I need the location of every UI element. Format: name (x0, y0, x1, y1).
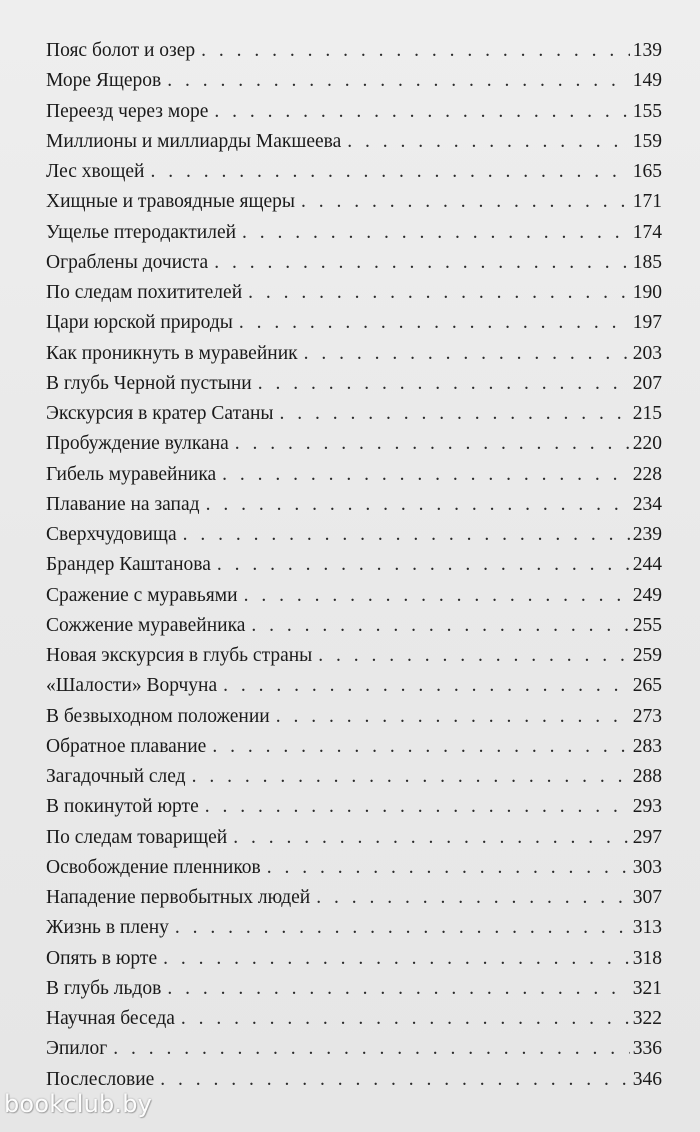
toc-entry-page-number: 336 (632, 1038, 662, 1060)
dot-leader (206, 490, 630, 520)
toc-entry (46, 1034, 662, 1064)
dot-leader (175, 913, 630, 943)
toc-entry-title: Сражение с муравьями (46, 584, 238, 606)
toc-entry-page-number: 259 (632, 645, 662, 666)
dot-leader (244, 581, 630, 611)
toc-entry-title: Послесловие (46, 1068, 155, 1090)
toc-entry (46, 490, 662, 520)
toc-entry-title: Освобождение пленников (46, 856, 261, 878)
toc-entry-page-number: 249 (632, 584, 662, 606)
dot-leader (201, 36, 630, 66)
toc-entry (46, 127, 662, 157)
dot-leader (222, 460, 630, 490)
toc-entry-title: Научная беседа (46, 1008, 175, 1029)
toc-entry-title: Миллионы и миллиарды Макшеева (46, 130, 342, 152)
toc-entry-title: Пробуждение вулкана (46, 433, 229, 455)
dot-leader (233, 823, 630, 853)
toc-entry-page-number: 207 (632, 372, 662, 394)
toc-entry (46, 550, 662, 580)
toc-entry-page-number: 239 (632, 524, 662, 545)
toc-entry (46, 248, 662, 278)
dot-leader (242, 218, 630, 248)
toc-entry-page-number: 322 (632, 1008, 662, 1029)
toc-entry-title: Гибель муравейника (46, 463, 217, 485)
dot-leader (192, 762, 630, 792)
toc-entry-page-number: 215 (632, 403, 662, 424)
toc-entry (46, 520, 662, 550)
toc-entry-page-number: 321 (632, 977, 662, 999)
toc-entry-page-number: 165 (632, 161, 662, 182)
toc-entry-page-number: 244 (632, 554, 662, 576)
dot-leader (223, 671, 630, 701)
toc-entry (46, 702, 662, 732)
toc-entry (46, 611, 662, 641)
toc-entry (46, 1004, 662, 1034)
toc-entry-title: Жизнь в плену (46, 917, 169, 939)
toc-entry (46, 883, 662, 913)
dot-leader (258, 369, 630, 399)
toc-entry-title: Как проникнуть в муравейник (46, 342, 298, 364)
toc-entry-title: Сверхчудовища (46, 524, 177, 545)
toc-entry-page-number: 220 (632, 433, 662, 455)
toc-entry-title: Море Ящеров (46, 70, 162, 92)
dot-leader (167, 974, 629, 1004)
toc-entry-title: Ущелье птеродактилей (46, 221, 237, 243)
dot-leader (113, 1034, 630, 1064)
toc-entry (46, 581, 662, 611)
toc-entry-page-number: 273 (632, 705, 662, 727)
toc-entry-page-number: 139 (632, 40, 662, 61)
dot-leader (160, 1065, 629, 1095)
toc-entry-title: «Шалости» Ворчуна (46, 675, 218, 697)
toc-entry-title: Нападение первобытных людей (46, 887, 311, 908)
toc-entry-title: Обратное плавание (46, 735, 207, 757)
toc-entry-title: Пояс болот и озер (46, 40, 196, 61)
toc-entry (46, 732, 662, 762)
dot-leader (235, 429, 630, 459)
dot-leader (280, 399, 630, 429)
toc-entry-page-number: 234 (632, 493, 662, 515)
toc-entry-page-number: 197 (632, 312, 662, 334)
toc-entry (46, 671, 662, 701)
toc-entry-title: Эпилог (46, 1038, 108, 1060)
toc-entry-page-number: 174 (632, 221, 662, 243)
toc-entry (46, 36, 662, 66)
toc-entry-title: В безвыходном положении (46, 705, 270, 727)
toc-entry-page-number: 297 (632, 826, 662, 848)
toc-entry (46, 218, 662, 248)
toc-entry (46, 762, 662, 792)
toc-entry-page-number: 307 (632, 887, 662, 908)
toc-entry-page-number: 228 (632, 463, 662, 485)
toc-entry-title: Переезд через море (46, 100, 209, 122)
dot-leader (267, 853, 630, 883)
toc-entry (46, 853, 662, 883)
toc-entry-page-number: 185 (632, 251, 662, 273)
toc-entry-title: В глубь льдов (46, 977, 162, 999)
toc-entry (46, 66, 662, 96)
toc-entry (46, 369, 662, 399)
dot-leader (304, 339, 630, 369)
toc-entry-page-number: 288 (632, 766, 662, 787)
dot-leader (214, 97, 629, 127)
dot-leader (248, 278, 630, 308)
dot-leader (251, 611, 629, 641)
dot-leader (316, 883, 630, 913)
toc-entry-title: Плавание на запад (46, 493, 200, 515)
dot-leader (214, 248, 630, 278)
toc-entry-title: Сожжение муравейника (46, 614, 246, 636)
toc-entry-title: По следам товарищей (46, 826, 228, 848)
dot-leader (212, 732, 629, 762)
toc-entry-title: Цари юрской природы (46, 312, 233, 334)
toc-entry-page-number: 318 (632, 947, 662, 969)
toc-entry-title: Брандер Каштанова (46, 554, 211, 576)
toc-entry (46, 278, 662, 308)
toc-entry (46, 339, 662, 369)
watermark-text: bookclub.by (4, 1090, 153, 1118)
dot-leader (181, 1004, 630, 1034)
dot-leader (318, 641, 629, 671)
toc-entry-page-number: 293 (632, 796, 662, 818)
toc-entry-title: В глубь Черной пустыни (46, 372, 252, 394)
toc-entry-page-number: 171 (632, 191, 662, 213)
toc-entry (46, 944, 662, 974)
toc-entry (46, 187, 662, 217)
dot-leader (217, 550, 630, 580)
toc-entry-page-number: 159 (632, 130, 662, 152)
toc-entry-page-number: 346 (632, 1068, 662, 1090)
toc-entry-page-number: 313 (632, 917, 662, 939)
dot-leader (205, 792, 630, 822)
toc-entry-title: Опять в юрте (46, 947, 158, 969)
toc-entry (46, 641, 662, 671)
toc-entry-title: Экскурсия в кратер Сатаны (46, 403, 274, 424)
toc-entry-page-number: 283 (632, 735, 662, 757)
toc-entry-page-number: 303 (632, 856, 662, 878)
toc-entry-page-number: 190 (632, 282, 662, 303)
toc-entry (46, 399, 662, 429)
toc-entry-page-number: 265 (632, 675, 662, 697)
toc-entry (46, 308, 662, 338)
toc-entry-title: Ограблены дочиста (46, 251, 209, 273)
toc-entry (46, 157, 662, 187)
toc-entry-page-number: 203 (632, 342, 662, 364)
toc-entry (46, 429, 662, 459)
toc-entry-title: В покинутой юрте (46, 796, 199, 818)
toc-entry (46, 460, 662, 490)
toc-entry (46, 974, 662, 1004)
dot-leader (347, 127, 629, 157)
table-of-contents (46, 36, 662, 1095)
toc-entry-title: Лес хвощей (46, 161, 145, 182)
toc-entry-title: По следам похитителей (46, 282, 243, 303)
dot-leader (239, 308, 630, 338)
dot-leader (167, 66, 629, 96)
dot-leader (276, 702, 630, 732)
toc-entry (46, 913, 662, 943)
dot-leader (301, 187, 630, 217)
toc-entry-title: Новая экскурсия в глубь страны (46, 645, 313, 666)
toc-entry (46, 97, 662, 127)
toc-entry-title: Загадочный след (46, 766, 186, 787)
dot-leader (163, 944, 630, 974)
dot-leader (183, 520, 630, 550)
toc-entry-page-number: 155 (632, 100, 662, 122)
toc-entry-page-number: 255 (632, 614, 662, 636)
toc-entry-title: Хищные и травоядные ящеры (46, 191, 295, 213)
toc-entry (46, 792, 662, 822)
toc-entry-page-number: 149 (632, 70, 662, 92)
toc-entry (46, 823, 662, 853)
dot-leader (150, 157, 629, 187)
